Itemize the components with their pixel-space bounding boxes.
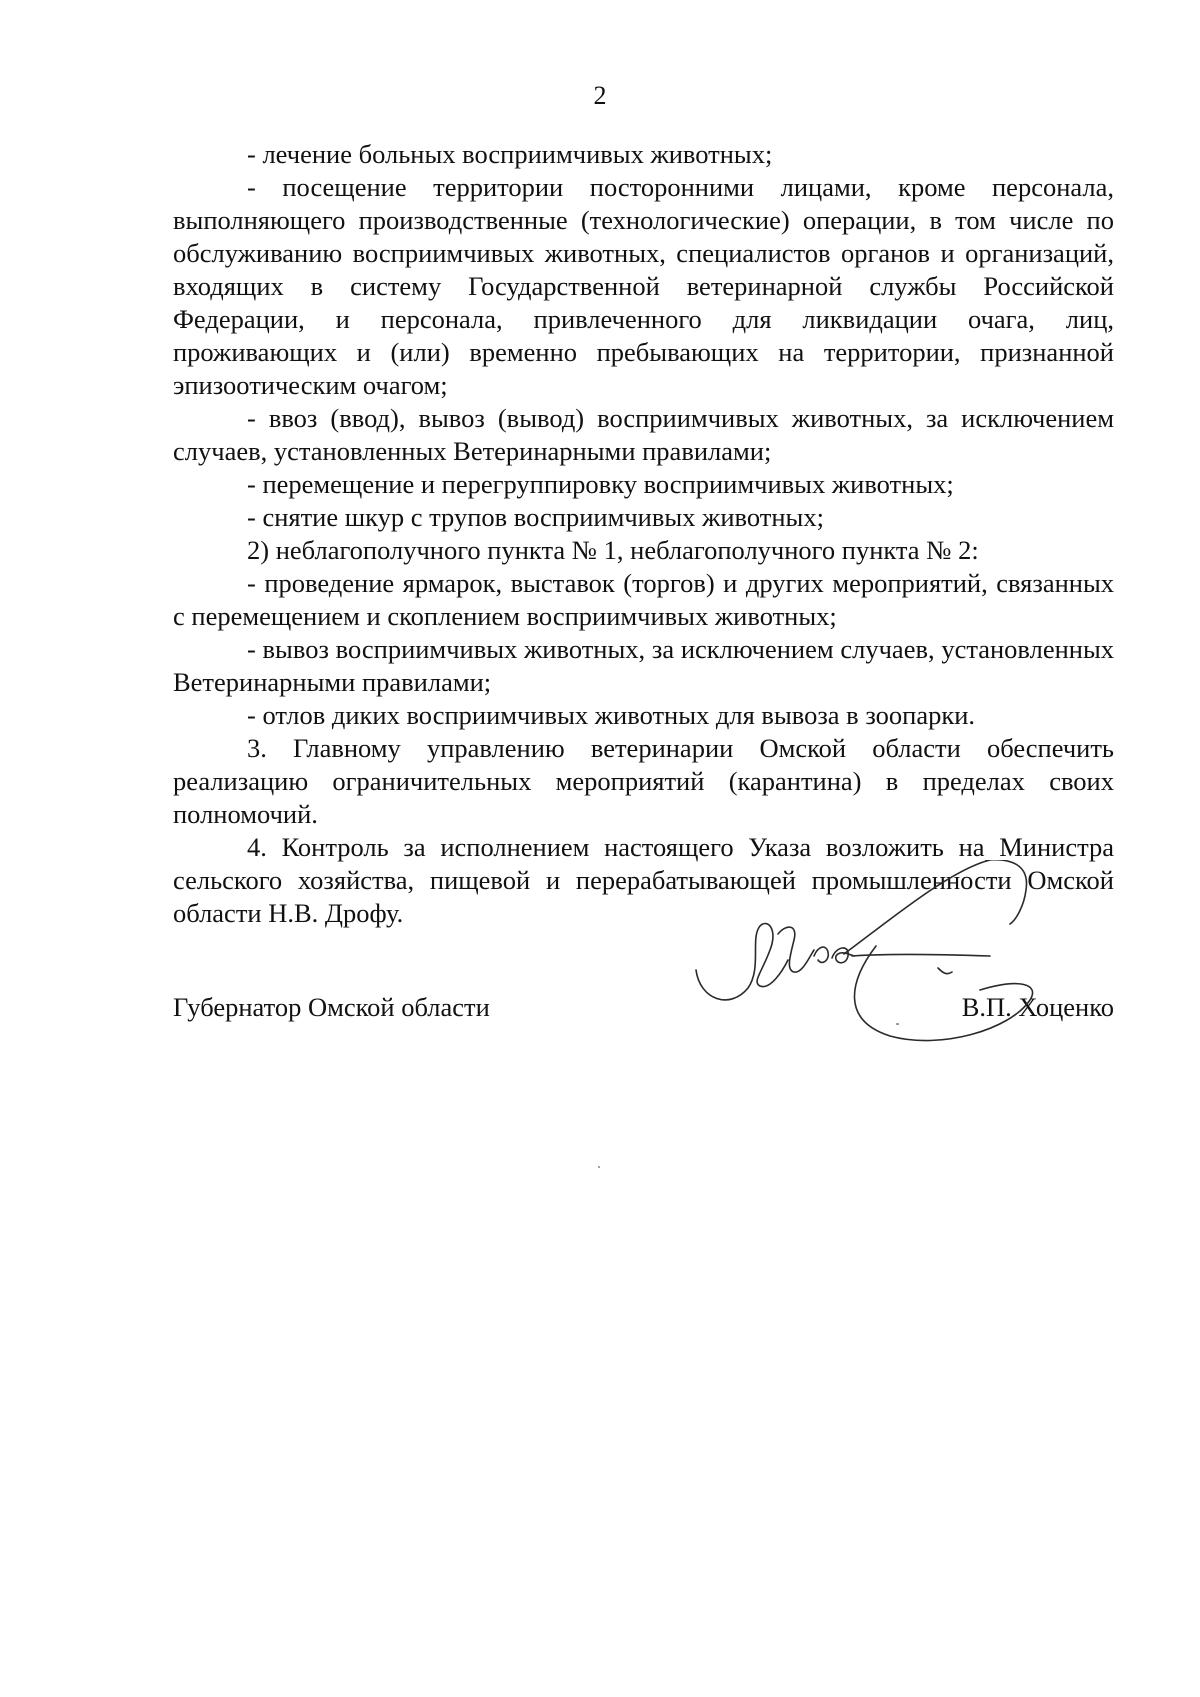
paragraph: 3. Главному управлению ветеринарии Омской области обеспечить реализацию ограничительных мероприятий (карантина) в пределах своих полномочий.: [173, 733, 1114, 829]
paragraph: - снятие шкур с трупов восприимчивых животных;: [247, 502, 824, 532]
paragraph: - отлов диких восприимчивых животных для вывоза в зоопарки.: [247, 700, 976, 730]
scan-speck: [896, 1023, 899, 1025]
paragraph: - вывоз восприимчивых животных, за исключением случаев, установленных Ветеринарными правилами;: [173, 634, 1114, 697]
page-number: 2: [593, 81, 607, 110]
paragraph: 2) неблагополучного пункта № 1, неблагополучного пункта № 2:: [247, 535, 979, 565]
paragraph: - ввоз (ввод), вывоз (вывод) восприимчивых животных, за исключением случаев, установленных Ветеринарными правилами;: [173, 403, 1114, 466]
signatory-name: В.П. Хоценко: [961, 992, 1114, 1022]
paragraph: - проведение ярмарок, выставок (торгов) и других мероприятий, связанных с перемещением и скоплением восприимчивых животных;: [173, 568, 1114, 631]
paragraph: - перемещение и перегруппировку восприимчивых животных;: [247, 469, 954, 499]
handwritten-signature: [690, 860, 1110, 1070]
signatory-title: Губернатор Омской области: [173, 992, 490, 1022]
paragraph: 4. Контроль за исполнением настоящего Указа возложить на Министра сельского хозяйства, пищевой и перерабатывающей промышленности Омской области Н.В. Дрофу.: [173, 832, 1114, 928]
paragraph: - лечение больных восприимчивых животных;: [247, 139, 773, 169]
document-body: [173, 138, 1114, 930]
paragraph: - посещение территории посторонними лицами, кроме персонала, выполняющего производственные (технологические) операции, в том числе по обслуживанию восприимчивых животных, специалистов органов и организаций, входящих в систему Государственной ветеринарной службы Российской Федерации, и персонала, привлеченного для ликвидации очага, лиц, проживающих и (или) временно пребывающих на территории, признанной эпизоотическим очагом;: [173, 172, 1114, 400]
scan-speck: [598, 1166, 600, 1168]
